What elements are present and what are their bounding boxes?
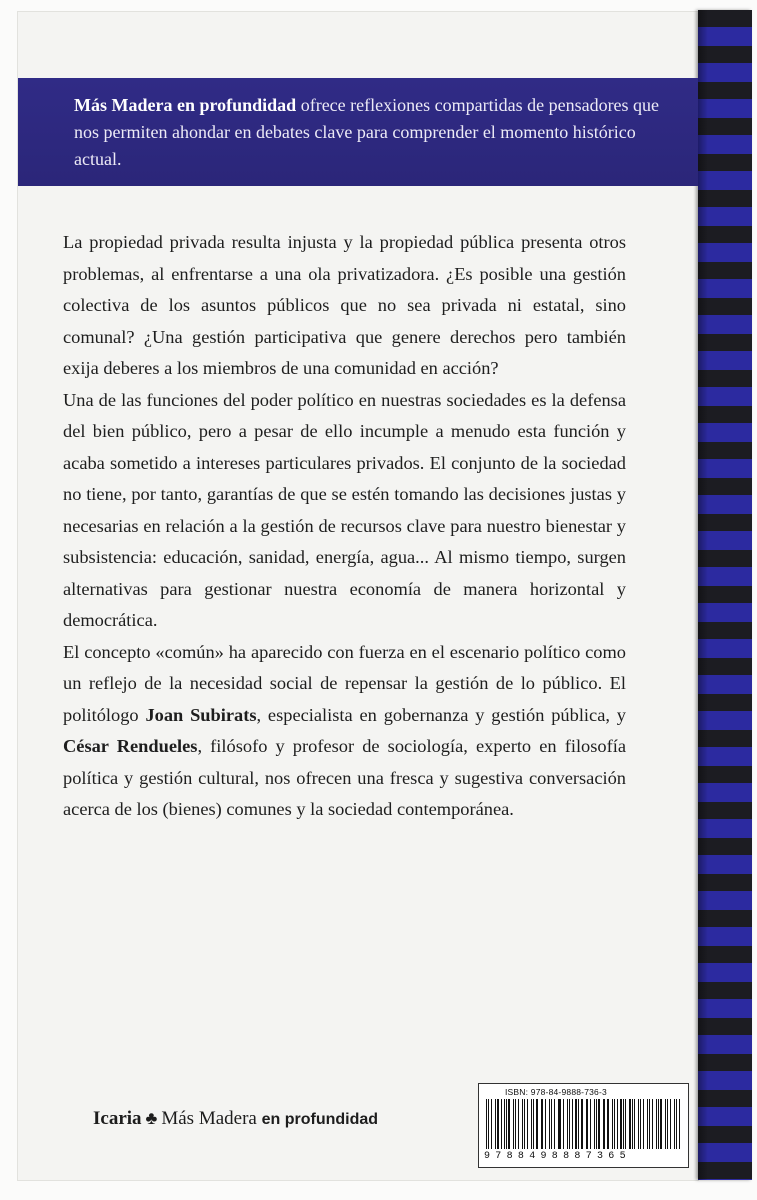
publisher-logo	[93, 1108, 378, 1130]
blurb-p3-part-c: , filósofo y profesor de sociología, experto en filosofía política y gestión cultural, nos ofrecen una fresca y sugestiva conversación acerca de los (bienes) comunes y la sociedad contemporánea.	[63, 736, 626, 819]
publisher-mark-icon: ♣	[145, 1108, 158, 1128]
blurb-paragraph-1: La propiedad privada resulta injusta y la propiedad pública presenta otros problemas, al enfrentarse a una ola privatizadora. ¿Es posible una gestión colectiva de los asuntos públicos que no sea privada ni estatal, sino comunal? ¿Una gestión participativa que genere derechos pero también exija deberes a los miembros de una comunidad en acción?	[63, 232, 626, 378]
author-name-2: César Rendueles	[63, 736, 198, 756]
blurb	[63, 227, 626, 826]
blurb-paragraph-3	[63, 637, 626, 826]
spine-shadow	[698, 10, 708, 1180]
series-description: ofrece reflexiones compartidas de pensadores que nos permiten ahondar en debates clave para comprender el momento histórico actual.	[74, 95, 660, 169]
series-title: Más Madera	[161, 1108, 257, 1129]
barcode-icon	[486, 1099, 682, 1149]
blurb-p3-part-a: El concepto «común» ha aparecido con fuerza en el escenario político como un reflejo de la necesidad social de repensar la gestión de lo público. El politólogo	[63, 641, 626, 725]
series-name: Más Madera en profundidad	[74, 95, 297, 115]
blurb-p3-part-b: , especialista en gobernanza y gestión pública, y	[256, 704, 626, 725]
publisher-name: Icaria	[93, 1108, 142, 1129]
author-name-1: Joan Subirats	[145, 704, 257, 725]
barcode-digits: 9788498887365	[484, 1151, 631, 1162]
series-subtitle: en profundidad	[261, 1111, 379, 1128]
isbn-label: ISBN: 978-84-9888-736-3	[505, 1087, 607, 1097]
blurb-paragraph-2: Una de las funciones del poder político en nuestras sociedades es la defensa del bien público, pero a pesar de ello incumple a menudo esta función y acaba sometido a intereses particulares privados. El conjunto de la sociedad no tiene, por tanto, garantías de que se estén tomando las decisiones justas y necesarias en relación a la gestión de recursos clave para nuestro bienestar y subsistencia: educación, sanidad, energía, agua... Al mismo tiempo, surgen alternativas para gestionar nuestra economía de manera horizontal y democrática.	[63, 389, 626, 630]
series-description-band	[18, 78, 698, 186]
